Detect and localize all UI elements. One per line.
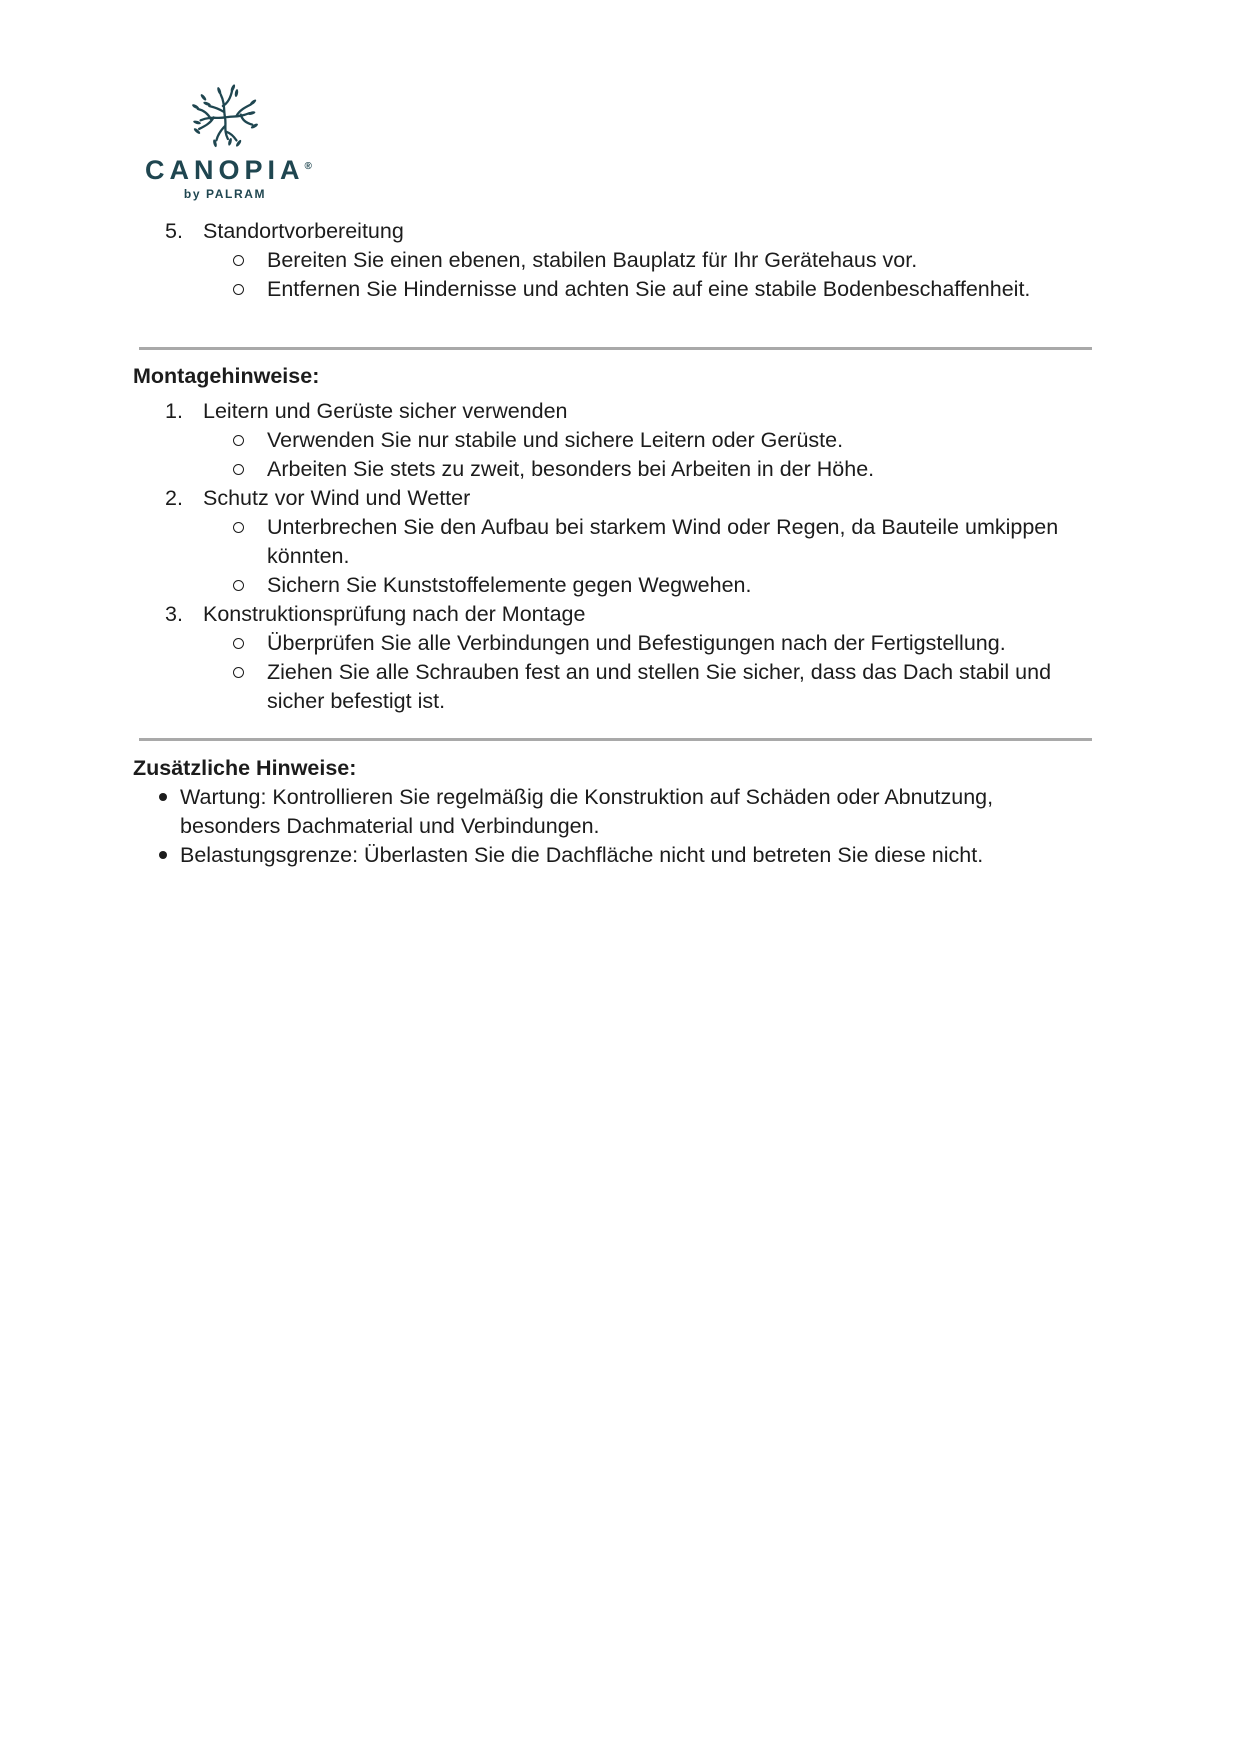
- circle-bullet-icon: [233, 513, 267, 533]
- sub-list-item: [133, 513, 1092, 571]
- circle-bullet-icon: [233, 629, 267, 649]
- bullet-list-item: [133, 783, 1092, 841]
- sub-item-text: Sichern Sie Kunststoffelemente gegen Wegwehen.: [267, 573, 752, 597]
- horizontal-divider: [139, 347, 1092, 350]
- bullet-icon: [159, 841, 180, 859]
- horizontal-divider: [139, 738, 1092, 741]
- sub-item-text: Arbeiten Sie stets zu zweit, besonders bei Arbeiten in der Höhe.: [267, 457, 875, 481]
- circle-bullet-icon: [233, 426, 267, 446]
- circle-bullet-icon: [233, 275, 267, 295]
- sub-item-text: Verwenden Sie nur stabile und sichere Leitern oder Gerüste.: [267, 428, 844, 452]
- list-title: Konstruktionsprüfung nach der Montage: [203, 602, 586, 626]
- sub-item-text: Entfernen Sie Hindernisse und achten Sie auf eine stabile Bodenbeschaffenheit.: [267, 277, 1031, 301]
- brand-name: [145, 153, 312, 185]
- sub-list-item: [133, 246, 1092, 275]
- bullet-icon: [159, 783, 180, 801]
- circle-bullet-icon: [233, 246, 267, 266]
- intro-list: [133, 217, 1092, 304]
- sub-item-text: Bereiten Sie einen ebenen, stabilen Bauplatz für Ihr Gerätehaus vor.: [267, 248, 918, 272]
- bullet-item-text: Belastungsgrenze: Überlasten Sie die Dachfläche nicht und betreten Sie diese nicht.: [180, 843, 984, 867]
- sub-list-item: [133, 455, 1092, 484]
- list-title: Schutz vor Wind und Wetter: [203, 486, 471, 510]
- canopia-tree-icon: [189, 83, 261, 149]
- section-heading: Montagehinweise:: [133, 364, 320, 388]
- montagehinweise-list: [133, 397, 1092, 716]
- circle-bullet-icon: [233, 658, 267, 678]
- sub-list-item: [133, 571, 1092, 600]
- list-item: [133, 217, 1092, 246]
- sub-item-text: Überprüfen Sie alle Verbindungen und Befestigungen nach der Fertigstellung.: [267, 631, 1006, 655]
- list-title: Standortvorbereitung: [203, 219, 404, 243]
- sub-list-item: [133, 275, 1092, 304]
- sub-list-item: [133, 629, 1092, 658]
- bullet-item-text: Wartung: Kontrollieren Sie regelmäßig die Konstruktion auf Schäden oder Abnutzung, besonders Dachmaterial und Verbindungen.: [180, 785, 994, 838]
- bullet-list-item: [133, 841, 1092, 870]
- sub-list-item: [133, 658, 1092, 716]
- section-heading: Zusätzliche Hinweise:: [133, 756, 357, 780]
- sub-item-text: Ziehen Sie alle Schrauben fest an und stellen Sie sicher, dass das Dach stabil und sicher befestigt ist.: [267, 660, 1052, 713]
- list-item: [133, 600, 1092, 629]
- list-title: Leitern und Gerüste sicher verwenden: [203, 399, 568, 423]
- sub-list-item: [133, 426, 1092, 455]
- circle-bullet-icon: [233, 571, 267, 591]
- list-number: 2.: [165, 486, 183, 510]
- zusaetzliche-hinweise-list: [133, 783, 1092, 870]
- brand-text: CANOPIA: [145, 155, 305, 185]
- sub-item-text: Unterbrechen Sie den Aufbau bei starkem Wind oder Regen, da Bauteile umkippen könnten.: [267, 515, 1059, 568]
- circle-bullet-icon: [233, 455, 267, 475]
- list-number: 3.: [165, 602, 183, 626]
- brand-logo: [145, 83, 312, 201]
- registered-mark: ®: [304, 161, 312, 172]
- list-item: [133, 397, 1092, 426]
- brand-tagline: by PALRAM: [183, 187, 267, 201]
- list-number: 1.: [165, 399, 183, 423]
- list-number: 5.: [165, 219, 183, 243]
- list-item: [133, 484, 1092, 513]
